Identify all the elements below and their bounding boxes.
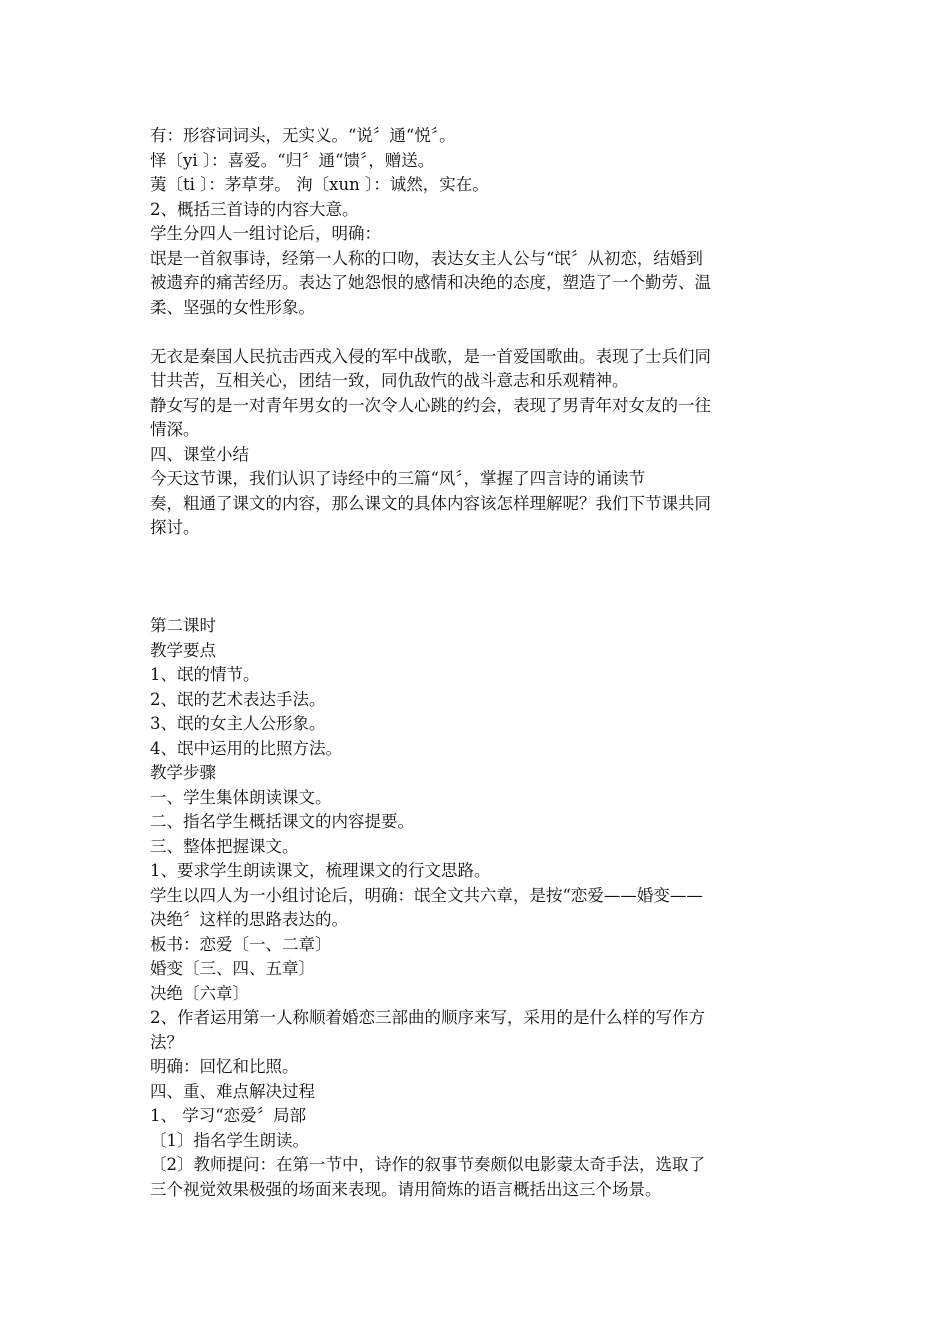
paragraph-gap [150, 320, 810, 345]
text-line: 〔2〕教师提问：在第一节中，诗作的叙事节奏颇似电影蒙太奇手法，选取了 [150, 1155, 705, 1174]
text-line: 甘共苦，互相关心，团结一致，同仇敌忾的战斗意志和乐观精神。 [150, 371, 629, 390]
text-line: 静女写的是一对青年男女的一次令人心跳的约会，表现了男青年对女友的一往 [150, 395, 711, 415]
text-line: 2、概括三首诗的内容大意。 [150, 199, 359, 219]
section-heading: 四、课堂小结 [150, 444, 249, 464]
text-line: 学生分四人一组讨论后，明确： [150, 224, 381, 243]
text-line: 法？ [150, 1032, 183, 1052]
section-heading: 教学步骤 [150, 763, 216, 782]
text-line: 探讨。 [150, 518, 200, 537]
text-line: 被遗弃的痛苦经历。表达了她怨恨的感情和决绝的态度，塑造了一个勤劳、温 [150, 273, 711, 292]
text-line: 二、指名学生概括课文的内容提要。 [150, 812, 414, 831]
text-line: 今天这节课，我们认识了诗经中的三篇“风〞，掌握了四言诗的诵读节 [150, 469, 646, 488]
text-line: 柔、坚强的女性形象。 [150, 297, 315, 317]
text-line: 情深。 [150, 420, 200, 439]
text-line: 1、要求学生朗读课文，梳理课文的行文思路。 [150, 861, 491, 880]
text-line: 1、 学习“恋爱〞局部 [150, 1106, 307, 1125]
text-line: 一、学生集体朗读课文。 [150, 787, 332, 807]
text-line: 2、作者运用第一人称顺着婚恋三部曲的顺序来写，采用的是什么样的写作方 [150, 1008, 705, 1027]
text-line: 决绝〔六章〕 [150, 983, 249, 1003]
text-line: 氓是一首叙事诗，经第一人称的口吻，表达女主人公与“氓〞从初恋，结婚到 [150, 248, 703, 268]
list-item: 3、氓的女主人公形象。 [150, 714, 326, 733]
text-line: 有：形容词词头，无实义。“说〞通“悦〞。 [150, 126, 456, 145]
text-line: 三、整体把握课文。 [150, 836, 299, 856]
text-line: 学生以四人为一小组讨论后，明确：氓全文共六章，是按“恋爱——婚变—— [150, 885, 703, 905]
list-item: 1、氓的情节。 [150, 665, 260, 684]
text-line: 决绝〞这样的思路表达的。 [150, 910, 348, 929]
section-heading: 教学要点 [150, 640, 216, 660]
document-body [150, 124, 810, 1202]
text-line: 三个视觉效果极强的场面来表现。请用简炼的语言概括出这三个场景。 [150, 1179, 662, 1199]
text-line: 〔1〕指名学生朗读。 [150, 1130, 309, 1150]
text-line: 明确：回忆和比照。 [150, 1057, 299, 1076]
section-gap [150, 541, 810, 615]
text-line: 婚变〔三、四、五章〕 [150, 959, 315, 978]
text-line: 奏，粗通了课文的内容，那么课文的具体内容该怎样理解呢？我们下节课共同 [150, 493, 711, 513]
text-line: 荑〔ti 〕：茅草芽。 洵〔xun 〕：诚然，实在。 [150, 175, 489, 194]
list-item: 2、氓的艺术表达手法。 [150, 689, 326, 709]
text-line: 怿〔yi 〕：喜爱。“归〞通“馈〞，赠送。 [150, 150, 435, 170]
lesson-title: 第二课时 [150, 616, 216, 635]
text-line: 板书：恋爱〔一、二章〕 [150, 934, 332, 954]
text-line: 无衣是秦国人民抗击西戎入侵的军中战歌，是一首爱国歌曲。表现了士兵们同 [150, 346, 711, 366]
section-heading: 四、重、难点解决过程 [150, 1081, 315, 1101]
list-item: 4、氓中运用的比照方法。 [150, 738, 342, 758]
